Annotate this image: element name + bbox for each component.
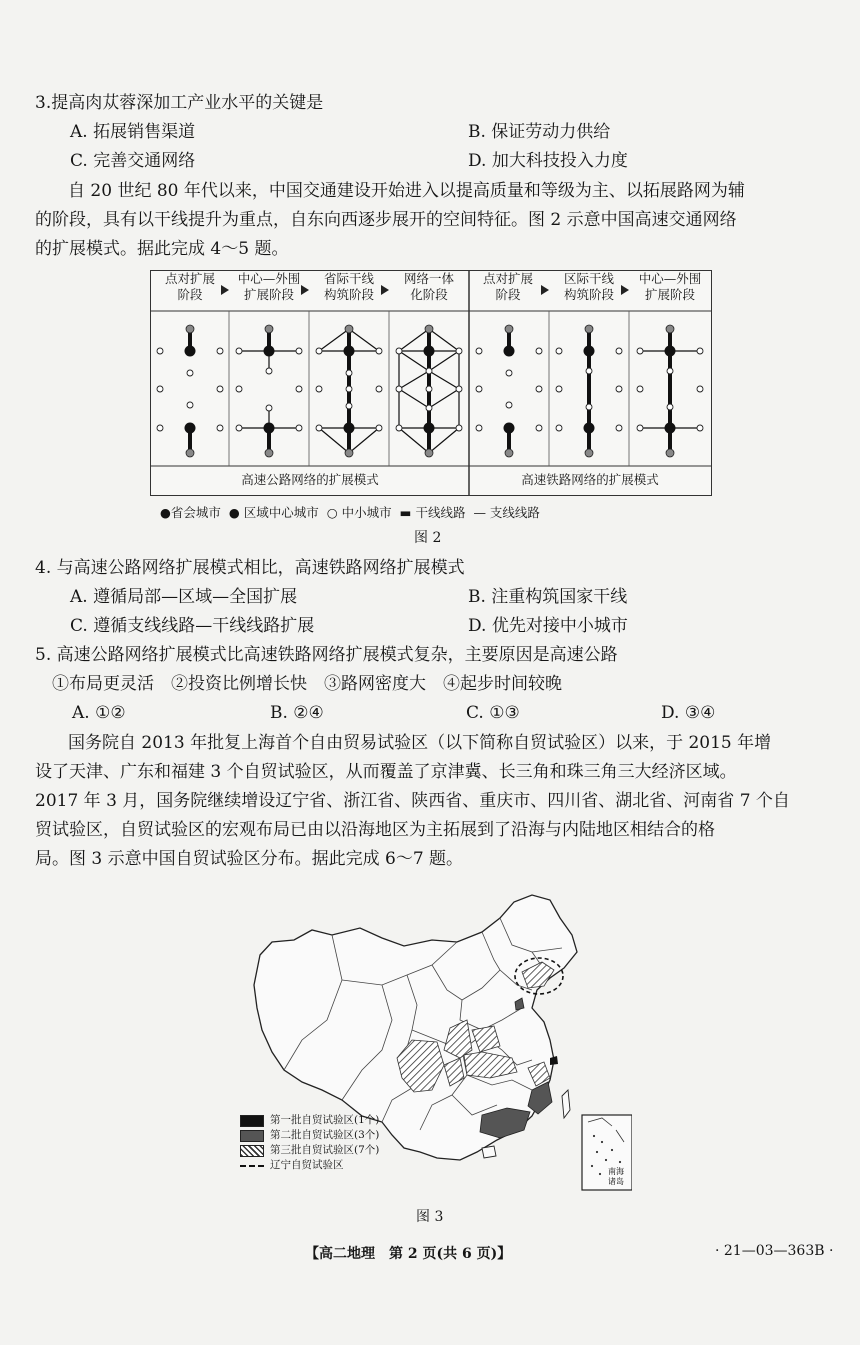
legend-small-city: ○ 中小城市 — [326, 505, 392, 520]
city-node — [186, 325, 194, 333]
city-node — [265, 325, 273, 333]
city-node — [456, 348, 462, 354]
city-node — [217, 348, 223, 354]
city-node — [185, 346, 196, 357]
city-node — [616, 348, 622, 354]
city-node — [476, 348, 482, 354]
figure-2-network-diagram — [150, 270, 712, 496]
rw-header-2: 区际干线 构筑阶段 — [563, 271, 614, 302]
legend-first-batch: 第一批自贸试验区(1个) — [270, 1114, 380, 1126]
city-node — [637, 348, 643, 354]
inset-label-1: 南海 — [608, 1167, 624, 1176]
network-line — [399, 389, 429, 408]
city-node — [536, 386, 542, 392]
network-line — [349, 329, 379, 351]
city-node — [346, 403, 352, 409]
network-line — [399, 329, 429, 351]
network-line — [399, 371, 429, 389]
legend-trunk-line: ▬ 干线线路 — [399, 505, 466, 520]
city-node — [157, 425, 163, 431]
city-node — [217, 386, 223, 392]
city-node — [316, 425, 322, 431]
city-node — [585, 449, 593, 457]
city-node — [396, 348, 402, 354]
q5-option-c: C. ①③ — [466, 703, 520, 723]
city-node — [667, 404, 673, 410]
city-node — [697, 386, 703, 392]
city-node — [296, 425, 302, 431]
city-node — [426, 368, 432, 374]
city-node — [376, 425, 382, 431]
city-node — [456, 425, 462, 431]
city-node — [505, 449, 513, 457]
network-line — [349, 428, 379, 453]
intro1-line-1: 自 20 世纪 80 年代以来，中国交通建设开始进入以提高质量和等级为主、以拓展路网为辅 — [68, 181, 745, 201]
legend-third-batch: 第三批自贸试验区(7个) — [270, 1144, 380, 1156]
footer-title: 【高二地理 第 2 页(共 6 页)】 — [305, 1246, 512, 1262]
network-line — [319, 329, 349, 351]
city-node — [426, 405, 432, 411]
q4-option-a: A. 遵循局部—区域—全国扩展 — [70, 587, 298, 607]
city-node — [344, 423, 355, 434]
q4-stem: 4. 与高速公路网络扩展模式相比，高速铁路网络扩展模式 — [35, 558, 465, 578]
city-node — [316, 386, 322, 392]
city-node — [665, 423, 676, 434]
railway-panel-label: 高速铁路网络的扩展模式 — [521, 472, 659, 487]
city-node — [186, 449, 194, 457]
q3-option-b: B. 保证劳动力供给 — [468, 122, 611, 142]
city-node — [456, 386, 462, 392]
city-node — [345, 449, 353, 457]
q4-option-d: D. 优先对接中小城市 — [468, 616, 628, 636]
q5-option-d: D. ③④ — [661, 703, 716, 723]
city-node — [666, 325, 674, 333]
city-node — [396, 425, 402, 431]
footer-code: · 21—03—363B · — [715, 1243, 834, 1259]
city-node — [424, 346, 435, 357]
city-node — [637, 386, 643, 392]
q4-option-b: B. 注重构筑国家干线 — [468, 587, 628, 607]
city-node — [616, 386, 622, 392]
city-node — [556, 425, 562, 431]
figure-2-legend — [160, 503, 544, 521]
rw-header-1: 点对扩展 阶段 — [482, 271, 533, 302]
hw-header-4: 网络一体 化阶段 — [403, 271, 454, 302]
city-node — [425, 325, 433, 333]
city-node — [217, 425, 223, 431]
legend-second-batch: 第二批自贸试验区(3个) — [270, 1129, 380, 1141]
q5-option-a: A. ①② — [72, 703, 126, 723]
legend-liaoning-zone: 辽宁自贸试验区 — [270, 1159, 344, 1171]
hw-header-3: 省际干线 构筑阶段 — [323, 271, 374, 302]
city-node — [697, 348, 703, 354]
city-node — [476, 425, 482, 431]
intro2-line-5: 局。图 3 示意中国自贸试验区分布。据此完成 6～7 题。 — [35, 849, 464, 869]
city-node — [637, 425, 643, 431]
intro2-line-4: 贸试验区，自贸试验区的宏观布局已由以沿海地区为主拓展到了沿海与内陆地区相结合的格 — [35, 820, 715, 840]
city-node — [376, 348, 382, 354]
city-node — [296, 386, 302, 392]
q5-stem: 5. 高速公路网络扩展模式比高速铁路网络扩展模式复杂，主要原因是高速公路 — [35, 645, 618, 665]
figure-2-caption: 图 2 — [414, 530, 442, 546]
city-node — [586, 368, 592, 374]
q3-option-c: C. 完善交通网络 — [70, 151, 196, 171]
city-node — [346, 386, 352, 392]
q5-option-b: B. ②④ — [270, 703, 324, 723]
city-node — [697, 425, 703, 431]
city-node — [187, 370, 193, 376]
legend-regional-center: ● 区域中心城市 — [228, 505, 319, 520]
hw-header-2: 中心—外围 扩展阶段 — [237, 271, 301, 302]
q3-option-d: D. 加大科技投入力度 — [468, 151, 628, 171]
city-node — [584, 346, 595, 357]
intro2-line-2: 设了天津、广东和福建 3 个自贸试验区，从而覆盖了京津冀、长三角和珠三角三大经济区域。 — [35, 762, 737, 782]
city-node — [185, 423, 196, 434]
city-node — [266, 368, 272, 374]
inset-label-2: 诸岛 — [608, 1177, 624, 1186]
figure-3-caption: 图 3 — [416, 1209, 444, 1225]
q4-option-c: C. 遵循支线线路—干线线路扩展 — [70, 616, 315, 636]
city-node — [264, 423, 275, 434]
q3-option-a: A. 拓展销售渠道 — [70, 122, 196, 142]
city-node — [187, 402, 193, 408]
network-line — [429, 428, 459, 453]
city-node — [426, 386, 432, 392]
city-node — [376, 386, 382, 392]
city-node — [424, 423, 435, 434]
city-node — [556, 348, 562, 354]
city-node — [504, 423, 515, 434]
city-node — [585, 325, 593, 333]
city-node — [506, 402, 512, 408]
network-line — [399, 428, 429, 453]
q5-items: ①布局更灵活 ②投资比例增长快 ③路网密度大 ④起步时间较晚 — [52, 674, 562, 694]
city-node — [665, 346, 676, 357]
network-line — [429, 389, 459, 408]
network-line — [429, 371, 459, 389]
intro2-line-1: 国务院自 2013 年批复上海首个自由贸易试验区（以下简称自贸试验区）以来，于 2015 年增 — [68, 733, 772, 753]
hw-header-1: 点对扩展 阶段 — [164, 271, 215, 302]
city-node — [536, 425, 542, 431]
city-node — [344, 346, 355, 357]
city-node — [296, 348, 302, 354]
city-node — [157, 386, 163, 392]
city-node — [236, 425, 242, 431]
intro2-line-3: 2017 年 3 月，国务院继续增设辽宁省、浙江省、陕西省、重庆市、四川省、湖北省、河南省 7 个自 — [35, 791, 790, 811]
city-node — [264, 346, 275, 357]
city-node — [236, 348, 242, 354]
city-node — [316, 348, 322, 354]
rw-header-3: 中心—外围 扩展阶段 — [638, 271, 702, 302]
intro1-line-3: 的扩展模式。据此完成 4～5 题。 — [35, 239, 289, 259]
city-node — [476, 386, 482, 392]
city-node — [265, 449, 273, 457]
city-node — [556, 386, 562, 392]
city-node — [504, 346, 515, 357]
network-line — [319, 428, 349, 453]
city-node — [505, 325, 513, 333]
legend-provincial-capital: ●省会城市 — [160, 505, 221, 520]
city-node — [616, 425, 622, 431]
city-node — [346, 370, 352, 376]
highway-panel-label: 高速公路网络的扩展模式 — [241, 472, 379, 487]
legend-branch-line: — 支线线路 — [473, 505, 540, 520]
city-node — [236, 386, 242, 392]
city-node — [157, 348, 163, 354]
city-node — [345, 325, 353, 333]
city-node — [396, 386, 402, 392]
q3-stem: 3.提高肉苁蓉深加工产业水平的关键是 — [35, 93, 324, 113]
city-node — [425, 449, 433, 457]
city-node — [667, 368, 673, 374]
city-node — [584, 423, 595, 434]
figure-3-legend — [240, 1113, 379, 1173]
fig2-graphics — [151, 271, 711, 495]
intro1-line-2: 的阶段，具有以干线提升为重点，自东向西逐步展开的空间特征。图 2 示意中国高速交通网络 — [35, 210, 737, 230]
city-node — [536, 348, 542, 354]
city-node — [506, 370, 512, 376]
city-node — [586, 404, 592, 410]
network-line — [429, 329, 459, 351]
city-node — [666, 449, 674, 457]
city-node — [266, 405, 272, 411]
